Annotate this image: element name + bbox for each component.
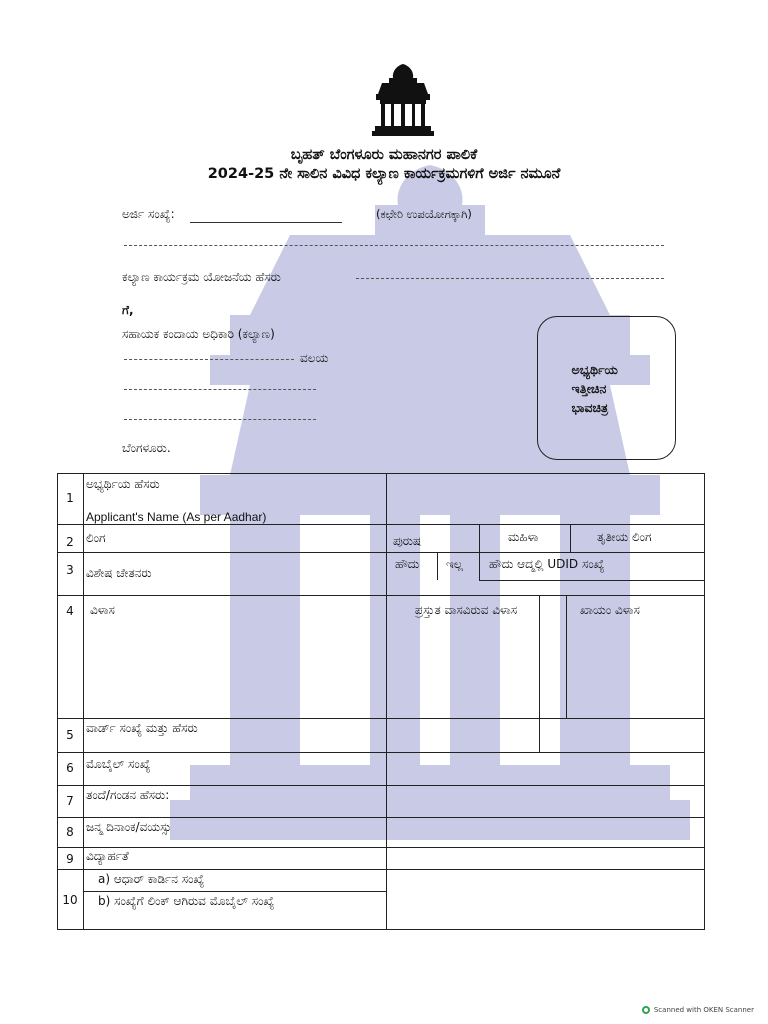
row-number: 3 — [66, 563, 74, 577]
ward-label: ವಾರ್ಡ್ ಸಂಖ್ಯೆ ಮತ್ತು ಹೆಸರು — [86, 721, 198, 735]
ward-field[interactable] — [387, 719, 539, 752]
aadhar-number-label: a) ಆಧಾರ್ ಕಾರ್ಡಿನ ಸಂಖ್ಯೆ — [98, 872, 205, 886]
udid-number-label: ಹೌದು ಆದ್ಮಲ್ಲಿ UDID ಸಂಖ್ಯೆ — [489, 557, 605, 571]
education-label: ವಿದ್ಯಾರ್ಹತೆ — [86, 849, 129, 863]
photo-box[interactable] — [537, 316, 676, 460]
gender-option-male[interactable]: ಪುರುಷ — [393, 534, 422, 548]
form-title-heading: 2024-25 ನೇ ಸಾಲಿನ ವಿವಿಧ ಕಲ್ಯಾಣ ಕಾರ್ಯಕ್ರಮಗಳಿಗೆ ಅರ್ಜಿ ನಮೂನೆ — [207, 166, 561, 182]
dashed-line — [124, 245, 664, 246]
applicant-name-sublabel: Applicant's Name (As per Aadhar) — [86, 510, 267, 524]
zone-line[interactable] — [124, 359, 294, 360]
father-husband-name-field[interactable] — [387, 786, 704, 817]
officer-title: ಸಹಾಯಕ ಕಂದಾಯ ಅಧಿಕಾರಿ (ಕಲ್ಯಾಣ) — [122, 327, 275, 341]
photo-box-text — [572, 360, 642, 417]
row-number: 2 — [66, 535, 74, 549]
address-label: ವಿಳಾಸ — [90, 603, 115, 617]
row-number: 4 — [66, 604, 74, 618]
disability-option-yes[interactable]: ಹೌದು — [395, 557, 420, 571]
scanner-footer-text: Scanned with OKEN Scanner — [653, 1006, 754, 1014]
application-number-label: ಅರ್ಜಿ ಸಂಖ್ಯೆ: — [122, 207, 175, 221]
present-address-header: ಪ್ರಸ್ತುತ ವಾಸವಿರುವ ವಿಳಾಸ — [414, 603, 518, 617]
scheme-name-label: ಕಲ್ಯಾಣ ಕಾರ್ಯಕ್ರಮ ಯೋಜನೆಯ ಹೆಸರು — [122, 270, 281, 284]
udid-number-field[interactable] — [480, 581, 704, 595]
permanent-address-field[interactable] — [567, 625, 704, 718]
aadhar-number-field[interactable] — [387, 870, 704, 891]
office-use-note: (ಕಛೇರಿ ಉಪಯೋಗಕ್ಕಾಗಿ) — [376, 207, 472, 221]
emblem-logo — [372, 64, 434, 140]
applicant-name-label: ಅಭ್ಯರ್ಥಿಯ ಹೆಸರು — [86, 477, 160, 491]
aadhar-linked-mobile-field[interactable] — [387, 892, 704, 929]
row-number: 1 — [66, 491, 74, 505]
row-number: 8 — [66, 825, 74, 839]
org-name-heading: ಬೃಹತ್ ಬೆಂಗಳೂರು ಮಹಾನಗರ ಪಾಲಿಕೆ — [290, 147, 478, 163]
disability-option-no[interactable]: ಇಲ್ಲ — [446, 557, 464, 571]
row-number: 10 — [62, 893, 78, 907]
city-label: ಬೆಂಗಳೂರು. — [122, 441, 171, 455]
scheme-name-line[interactable] — [356, 278, 664, 279]
photo-box-line: ಅಭ್ಯರ್ಥಿಯ — [571, 361, 618, 377]
gender-label: ಲಿಂಗ — [86, 531, 106, 545]
aadhar-linked-mobile-label: b) ಸಂಖ್ಯೆಗೆ ಲಿಂಕ್ ಆಗಿರುವ ಮೊಬೈಲ್ ಸಂಖ್ಯೆ — [98, 894, 275, 908]
address-line-2[interactable] — [124, 419, 316, 420]
zone-label: ವಲಯ — [300, 351, 329, 365]
father-husband-name-label: ತಂದೆ/ಗಂಡನ ಹೆಸರು: — [86, 788, 170, 802]
photo-box-line: ಭಾವಚಿತ್ರ — [571, 399, 609, 415]
mobile-label: ಮೊಬೈಲ್ ಸಂಖ್ಯೆ — [86, 757, 151, 771]
dob-age-field[interactable] — [387, 818, 704, 847]
to-label: ಗೆ, — [122, 303, 134, 317]
row-number: 6 — [66, 761, 74, 775]
gender-option-female[interactable]: ಮಹಿಳಾ — [508, 530, 539, 544]
row-number: 7 — [66, 794, 74, 808]
row-number: 5 — [66, 728, 74, 742]
scanner-footer — [642, 1006, 754, 1014]
dob-age-label: ಜನ್ಮ ದಿನಾಂಕ/ವಯಸ್ಸು — [86, 820, 172, 834]
gender-option-third[interactable]: ತೃತೀಯ ಲಿಂಗ — [597, 530, 652, 544]
permanent-address-header: ಖಾಯಂ ವಿಳಾಸ — [580, 603, 640, 617]
photo-box-line: ಇತ್ತೀಚಿನ — [571, 380, 607, 396]
row-number: 9 — [66, 852, 74, 866]
education-field[interactable] — [387, 848, 704, 869]
address-line-1[interactable] — [124, 389, 316, 390]
scanner-logo-icon — [642, 1006, 650, 1014]
present-address-field[interactable] — [387, 640, 539, 718]
application-number-line[interactable] — [190, 222, 342, 223]
mobile-field[interactable] — [387, 753, 704, 785]
disability-label: ವಿಶೇಷ ಚೇತನರು — [86, 566, 152, 580]
applicant-name-field[interactable] — [387, 474, 704, 524]
